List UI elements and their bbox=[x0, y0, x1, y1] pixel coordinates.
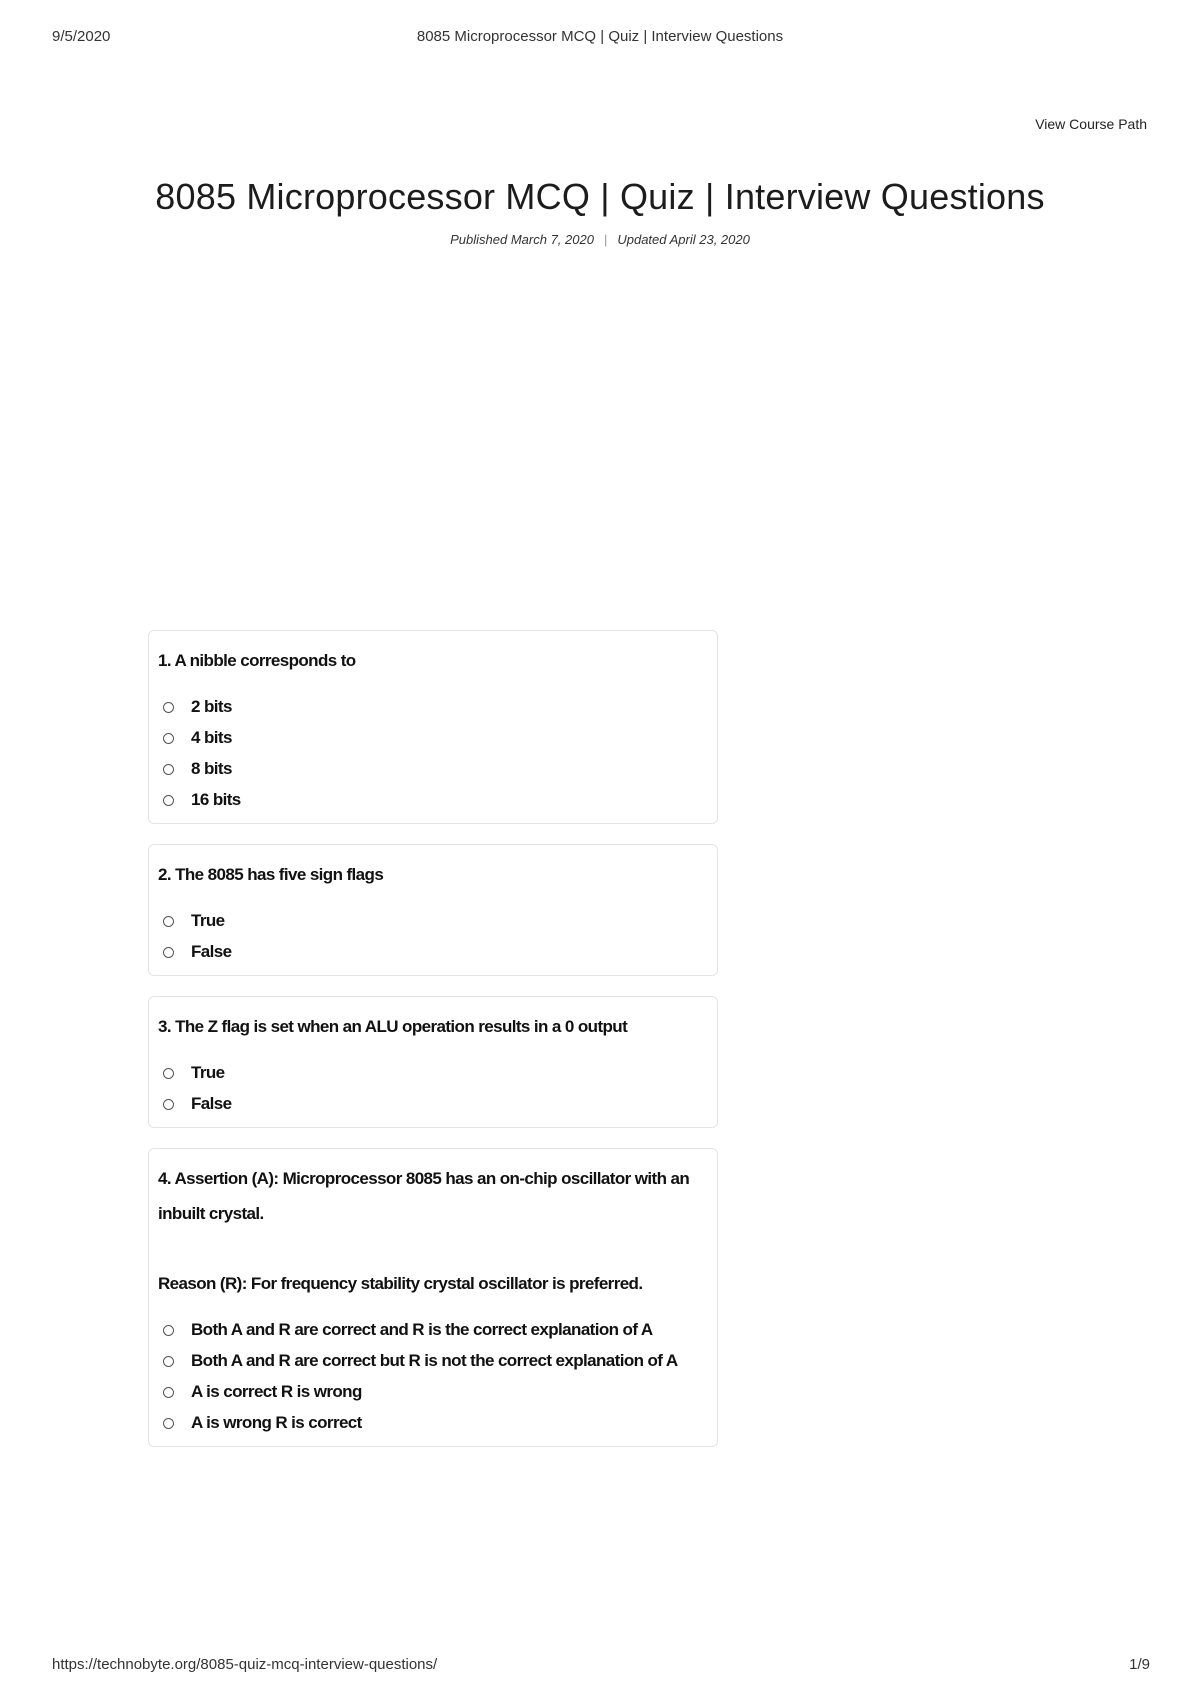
answer-label: A is correct R is wrong bbox=[191, 1382, 362, 1401]
radio-button[interactable] bbox=[163, 1356, 174, 1367]
question-reason: Reason (R): For frequency stability crystal oscillator is preferred. bbox=[158, 1274, 643, 1293]
page-number: 1/9 bbox=[1129, 1656, 1150, 1673]
answer-options bbox=[158, 1062, 707, 1115]
article-meta bbox=[0, 232, 1200, 247]
answer-option[interactable] bbox=[158, 910, 707, 932]
answer-option[interactable] bbox=[158, 696, 707, 718]
radio-button[interactable] bbox=[163, 733, 174, 744]
answer-option[interactable] bbox=[158, 789, 707, 811]
answer-label: A is wrong R is correct bbox=[191, 1413, 362, 1432]
print-header bbox=[0, 28, 1200, 48]
answer-option[interactable] bbox=[158, 1381, 707, 1403]
published-date: Published March 7, 2020 bbox=[450, 232, 594, 247]
updated-date: Updated April 23, 2020 bbox=[617, 232, 750, 247]
answer-option[interactable] bbox=[158, 941, 707, 963]
radio-button[interactable] bbox=[163, 795, 174, 806]
print-doc-title: 8085 Microprocessor MCQ | Quiz | Interview Questions bbox=[416, 28, 784, 45]
answer-option[interactable] bbox=[158, 758, 707, 780]
radio-button[interactable] bbox=[163, 1068, 174, 1079]
radio-button[interactable] bbox=[163, 1387, 174, 1398]
answer-label: True bbox=[191, 1063, 225, 1082]
question-text: 1. A nibble corresponds to bbox=[158, 651, 356, 670]
page-url: https://technobyte.org/8085-quiz-mcq-interview-questions/ bbox=[52, 1656, 438, 1673]
answer-label: False bbox=[191, 942, 232, 961]
answer-label: Both A and R are correct and R is the correct explanation of A bbox=[191, 1320, 653, 1339]
question-card-4 bbox=[148, 1148, 718, 1447]
radio-button[interactable] bbox=[163, 916, 174, 927]
answer-label: Both A and R are correct but R is not the correct explanation of A bbox=[191, 1351, 678, 1370]
answer-option[interactable] bbox=[158, 1412, 707, 1434]
radio-button[interactable] bbox=[163, 702, 174, 713]
answer-label: 16 bits bbox=[191, 790, 241, 809]
radio-button[interactable] bbox=[163, 1099, 174, 1110]
view-course-path-link[interactable]: View Course Path bbox=[1035, 116, 1147, 132]
answer-options bbox=[158, 910, 707, 963]
answer-options bbox=[158, 696, 707, 811]
question-text: 3. The Z flag is set when an ALU operation results in a 0 output bbox=[158, 1017, 628, 1036]
answer-option[interactable] bbox=[158, 1319, 707, 1341]
answer-label: 8 bits bbox=[191, 759, 232, 778]
page-title: 8085 Microprocessor MCQ | Quiz | Interview Questions bbox=[155, 176, 1045, 217]
answer-option[interactable] bbox=[158, 1093, 707, 1115]
question-card-1 bbox=[148, 630, 718, 824]
answer-option[interactable] bbox=[158, 727, 707, 749]
radio-button[interactable] bbox=[163, 764, 174, 775]
answer-option[interactable] bbox=[158, 1062, 707, 1084]
answer-label: 2 bits bbox=[191, 697, 232, 716]
radio-button[interactable] bbox=[163, 1325, 174, 1336]
radio-button[interactable] bbox=[163, 947, 174, 958]
print-footer bbox=[0, 1656, 1200, 1676]
answer-label: 4 bits bbox=[191, 728, 232, 747]
meta-separator: | bbox=[603, 232, 608, 247]
quiz-list bbox=[148, 630, 718, 1467]
answer-options bbox=[158, 1319, 707, 1434]
question-card-2 bbox=[148, 844, 718, 976]
question-text: 2. The 8085 has five sign flags bbox=[158, 865, 384, 884]
radio-button[interactable] bbox=[163, 1418, 174, 1429]
question-text: 4. Assertion (A): Microprocessor 8085 has an on-chip oscillator with an inbuilt crystal. bbox=[158, 1169, 690, 1223]
answer-label: False bbox=[191, 1094, 232, 1113]
question-card-3 bbox=[148, 996, 718, 1128]
print-date: 9/5/2020 bbox=[52, 28, 111, 45]
answer-option[interactable] bbox=[158, 1350, 707, 1372]
answer-label: True bbox=[191, 911, 225, 930]
